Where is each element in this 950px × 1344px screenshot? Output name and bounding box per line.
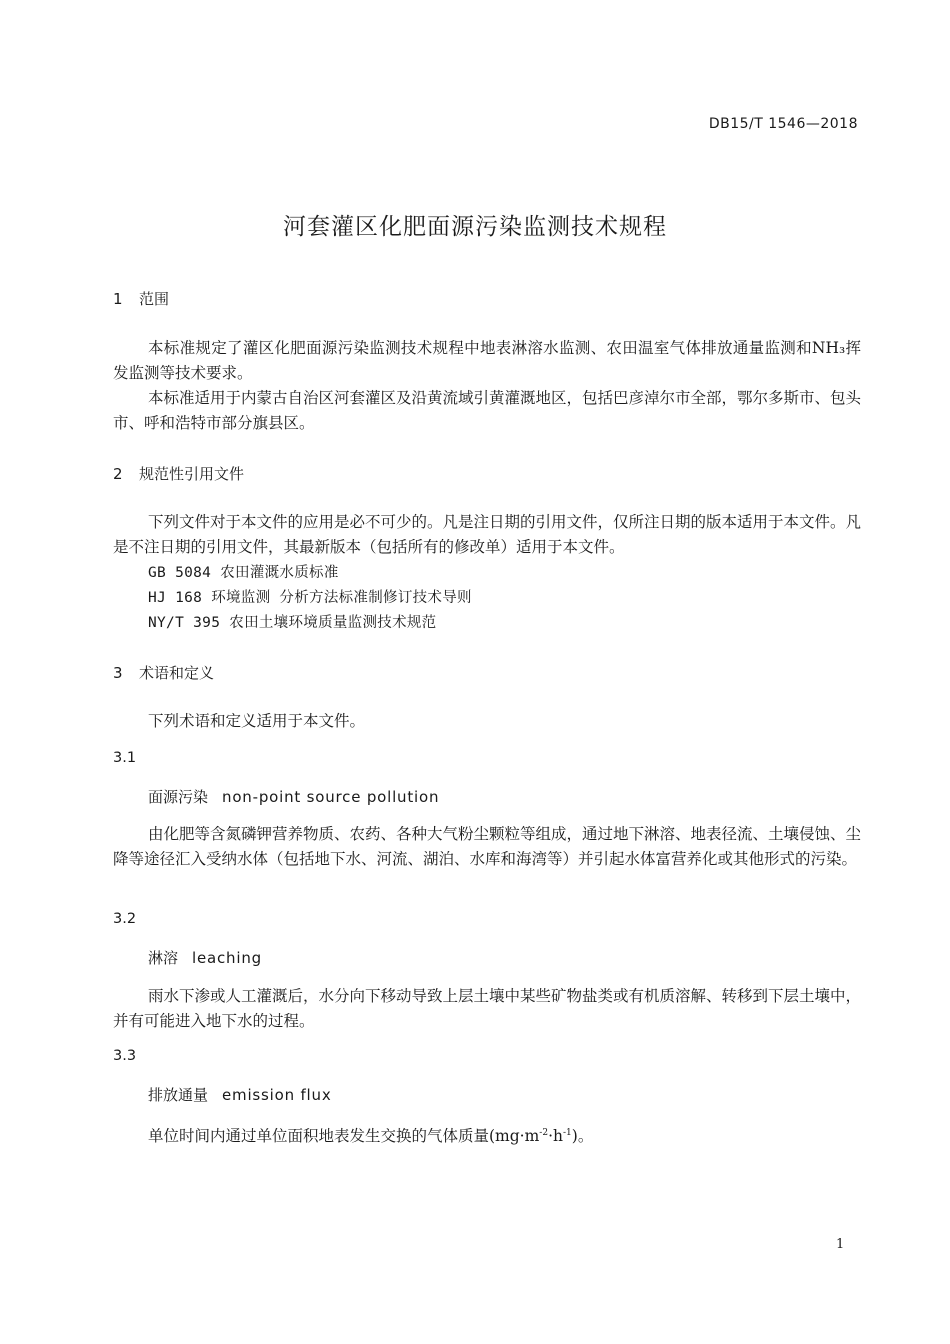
term-number: 3.3 <box>113 1048 137 1064</box>
term-cn: 排放通量 <box>148 1086 209 1104</box>
unit-exponent: -1 <box>563 1128 572 1138</box>
term-cn: 淋溶 <box>148 949 179 967</box>
term-number: 3.2 <box>113 911 137 927</box>
page-number: 1 <box>836 1237 845 1252</box>
term-definition <box>113 1121 861 1149</box>
reference-item: HJ 168 环境监测 分析方法标准制修订技术导则 <box>148 590 472 606</box>
reference-item: NY/T 395 农田土壤环境质量监测技术规范 <box>148 615 437 631</box>
reference-item: GB 5084 农田灌溉水质标准 <box>148 565 339 581</box>
section-title: 范围 <box>139 290 170 308</box>
term-entry <box>148 786 439 807</box>
section-heading-scope <box>113 288 169 309</box>
term-en: leaching <box>192 949 262 967</box>
term-entry <box>148 1084 332 1105</box>
term-definition: 雨水下渗或人工灌溉后，水分向下移动导致上层土壤中某些矿物盐类或有机质溶解、转移到下层土壤中，并有可能进入地下水的过程。 <box>113 987 862 1030</box>
term-entry <box>148 947 262 968</box>
term-definition: 由化肥等含氮磷钾营养物质、农药、各种大气粉尘颗粒等组成，通过地下淋溶、地表径流、土壤侵蚀、尘降等途径汇入受纳水体（包括地下水、河流、湖泊、水库和海湾等）并引起水体富营养化或其他形式的污染。 <box>113 825 862 868</box>
term-cn: 面源污染 <box>148 788 209 806</box>
page-title: 河套灌区化肥面源污染监测技术规程 <box>283 214 667 240</box>
terms-intro-paragraph: 下列术语和定义适用于本文件。 <box>148 712 366 730</box>
definition-text: )。 <box>571 1127 594 1146</box>
term-en: non-point source pollution <box>222 788 440 806</box>
section-number: 3 <box>113 664 123 682</box>
section-title: 术语和定义 <box>139 664 215 682</box>
unit-exponent: -2 <box>539 1128 549 1138</box>
standard-code: DB15/T 1546—2018 <box>708 116 858 132</box>
scope-paragraph-1: 本标准规定了灌区化肥面源污染监测技术规程中地表淋溶水监测、农田温室气体排放通量监测和NH₃挥发监测等技术要求。 <box>113 339 861 382</box>
scope-paragraph-2: 本标准适用于内蒙古自治区河套灌区及沿黄流域引黄灌溉地区，包括巴彦淖尔市全部，鄂尔多斯市、包头市、呼和浩特市部分旗县区。 <box>113 389 862 432</box>
definition-text: 单位时间内通过单位面积地表发生交换的气体质量(mg·m <box>148 1127 540 1146</box>
references-intro-paragraph: 下列文件对于本文件的应用是必不可少的。凡是注日期的引用文件，仅所注日期的版本适用于本文件。凡是不注日期的引用文件，其最新版本（包括所有的修改单）适用于本文件。 <box>113 513 862 556</box>
section-title: 规范性引用文件 <box>139 465 245 483</box>
section-number: 1 <box>113 290 123 308</box>
section-heading-normative-references <box>113 463 244 484</box>
definition-text: ·h <box>548 1127 563 1146</box>
section-number: 2 <box>113 465 123 483</box>
term-en: emission flux <box>222 1086 332 1104</box>
section-heading-terms <box>113 662 214 683</box>
term-number: 3.1 <box>113 750 137 766</box>
